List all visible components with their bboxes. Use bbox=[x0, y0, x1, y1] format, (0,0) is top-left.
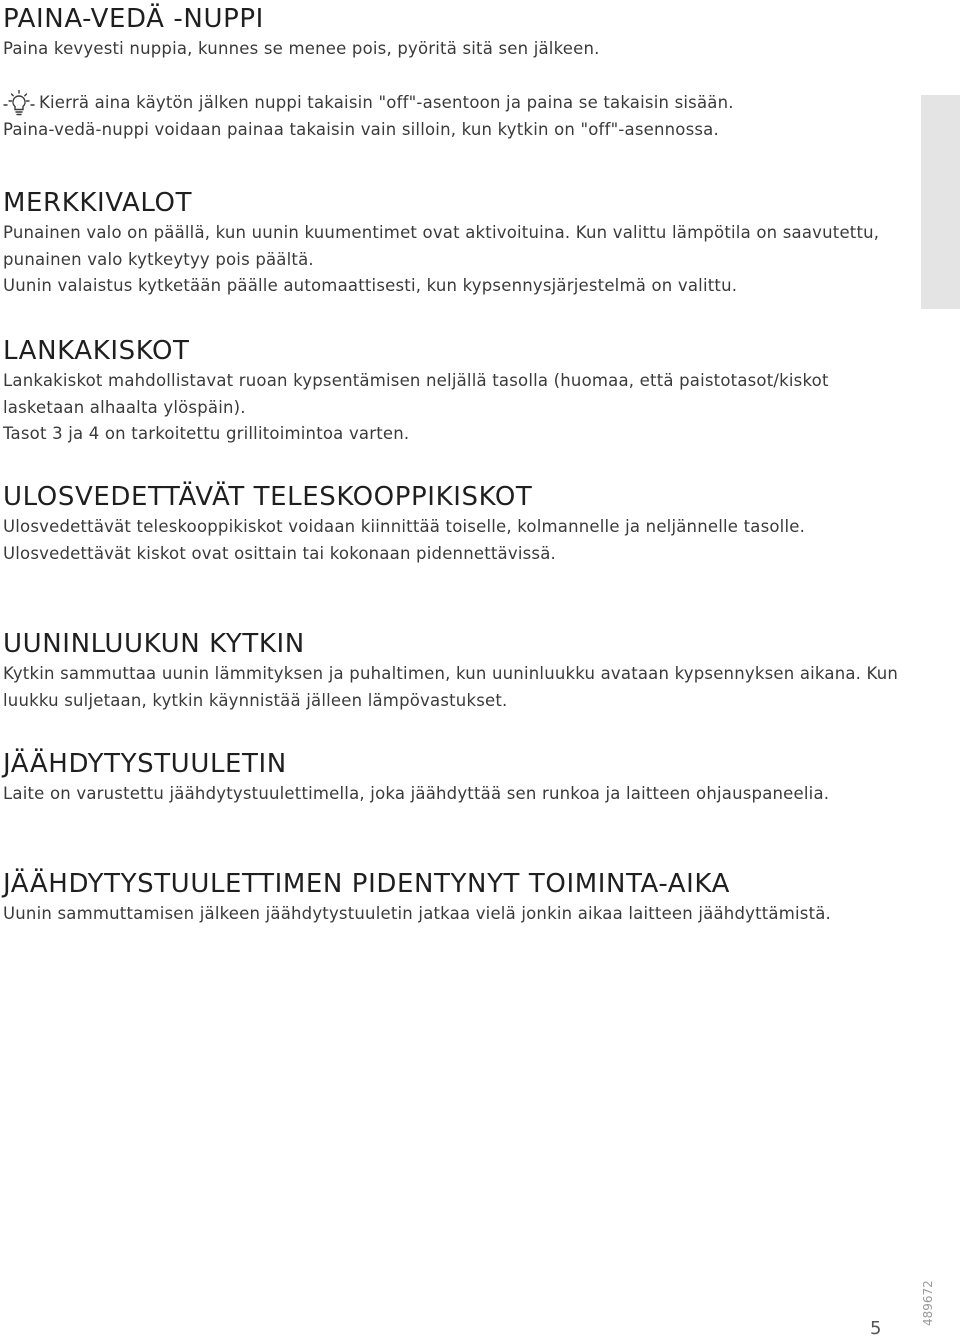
lightbulb-icon bbox=[3, 90, 35, 118]
section-title: UUNINLUUKUN KYTKIN bbox=[3, 629, 305, 659]
section-text: Punainen valo on päällä, kun uunin kuumentimet ovat aktivoituina. Kun valittu lämpötila on saavutettu, punainen valo kytkeytyy pois päältä. bbox=[3, 223, 880, 269]
side-tab-marker bbox=[921, 95, 960, 309]
section-text: Kytkin sammuttaa uunin lämmityksen ja puhaltimen, kun uuninluukku avataan kypsennyksen aikana. Kun luukku suljetaan, kytkin käynnistää jälleen lämpövastukset. bbox=[3, 664, 899, 710]
section-title: JÄÄHDYTYSTUULETTIMEN PIDENTYNYT TOIMINTA-AIKA bbox=[3, 869, 730, 899]
tip-text-line-1: Kierrä aina käytön jälken nuppi takaisin "off"-asentoon ja paina se takaisin sisään. bbox=[39, 93, 734, 112]
section-jaahdytystuuletin-aika bbox=[3, 869, 903, 928]
section-text: Uunin valaistus kytketään päälle automaattisesti, kun kypsennysjärjestelmä on valittu. bbox=[3, 276, 738, 295]
document-code: 489672 bbox=[921, 1280, 935, 1326]
section-title: PAINA-VEDÄ -NUPPI bbox=[3, 4, 264, 34]
section-teleskooppikiskot bbox=[3, 482, 903, 567]
section-merkkivalot bbox=[3, 188, 903, 300]
section-lankakiskot bbox=[3, 336, 903, 448]
section-title: JÄÄHDYTYSTUULETIN bbox=[3, 749, 287, 779]
tip-note bbox=[3, 90, 903, 143]
section-paina-veda bbox=[3, 4, 903, 63]
section-text: Laite on varustettu jäähdytystuulettimella, joka jäähdyttää sen runkoa ja laitteen ohjauspaneelia. bbox=[3, 784, 830, 803]
section-text: Ulosvedettävät teleskooppikiskot voidaan kiinnittää toiselle, kolmannelle ja neljännelle tasolle. bbox=[3, 517, 806, 536]
page-number: 5 bbox=[870, 1318, 882, 1339]
section-title: ULOSVEDETTÄVÄT TELESKOOPPIKISKOT bbox=[3, 482, 533, 512]
section-text: Tasot 3 ja 4 on tarkoitettu grillitoimintoa varten. bbox=[3, 424, 410, 443]
section-title: MERKKIVALOT bbox=[3, 188, 193, 218]
section-text: Ulosvedettävät kiskot ovat osittain tai kokonaan pidennettävissä. bbox=[3, 543, 556, 563]
section-title: LANKAKISKOT bbox=[3, 336, 190, 366]
section-text: Lankakiskot mahdollistavat ruoan kypsentämisen neljällä tasolla (huomaa, että paistotasot/kiskot lasketaan alhaalta ylöspäin). bbox=[3, 371, 829, 417]
section-text: Uunin sammuttamisen jälkeen jäähdytystuuletin jatkaa vielä jonkin aikaa laitteen jäähdyttämistä. bbox=[3, 904, 832, 923]
section-uuninluukun-kytkin bbox=[3, 629, 903, 714]
section-jaahdytystuuletin bbox=[3, 749, 903, 808]
section-text: Paina kevyesti nuppia, kunnes se menee pois, pyöritä sitä sen jälkeen. bbox=[3, 39, 600, 58]
tip-text-line-2: Paina-vedä-nuppi voidaan painaa takaisin vain silloin, kun kytkin on "off"-asennossa. bbox=[3, 119, 719, 139]
